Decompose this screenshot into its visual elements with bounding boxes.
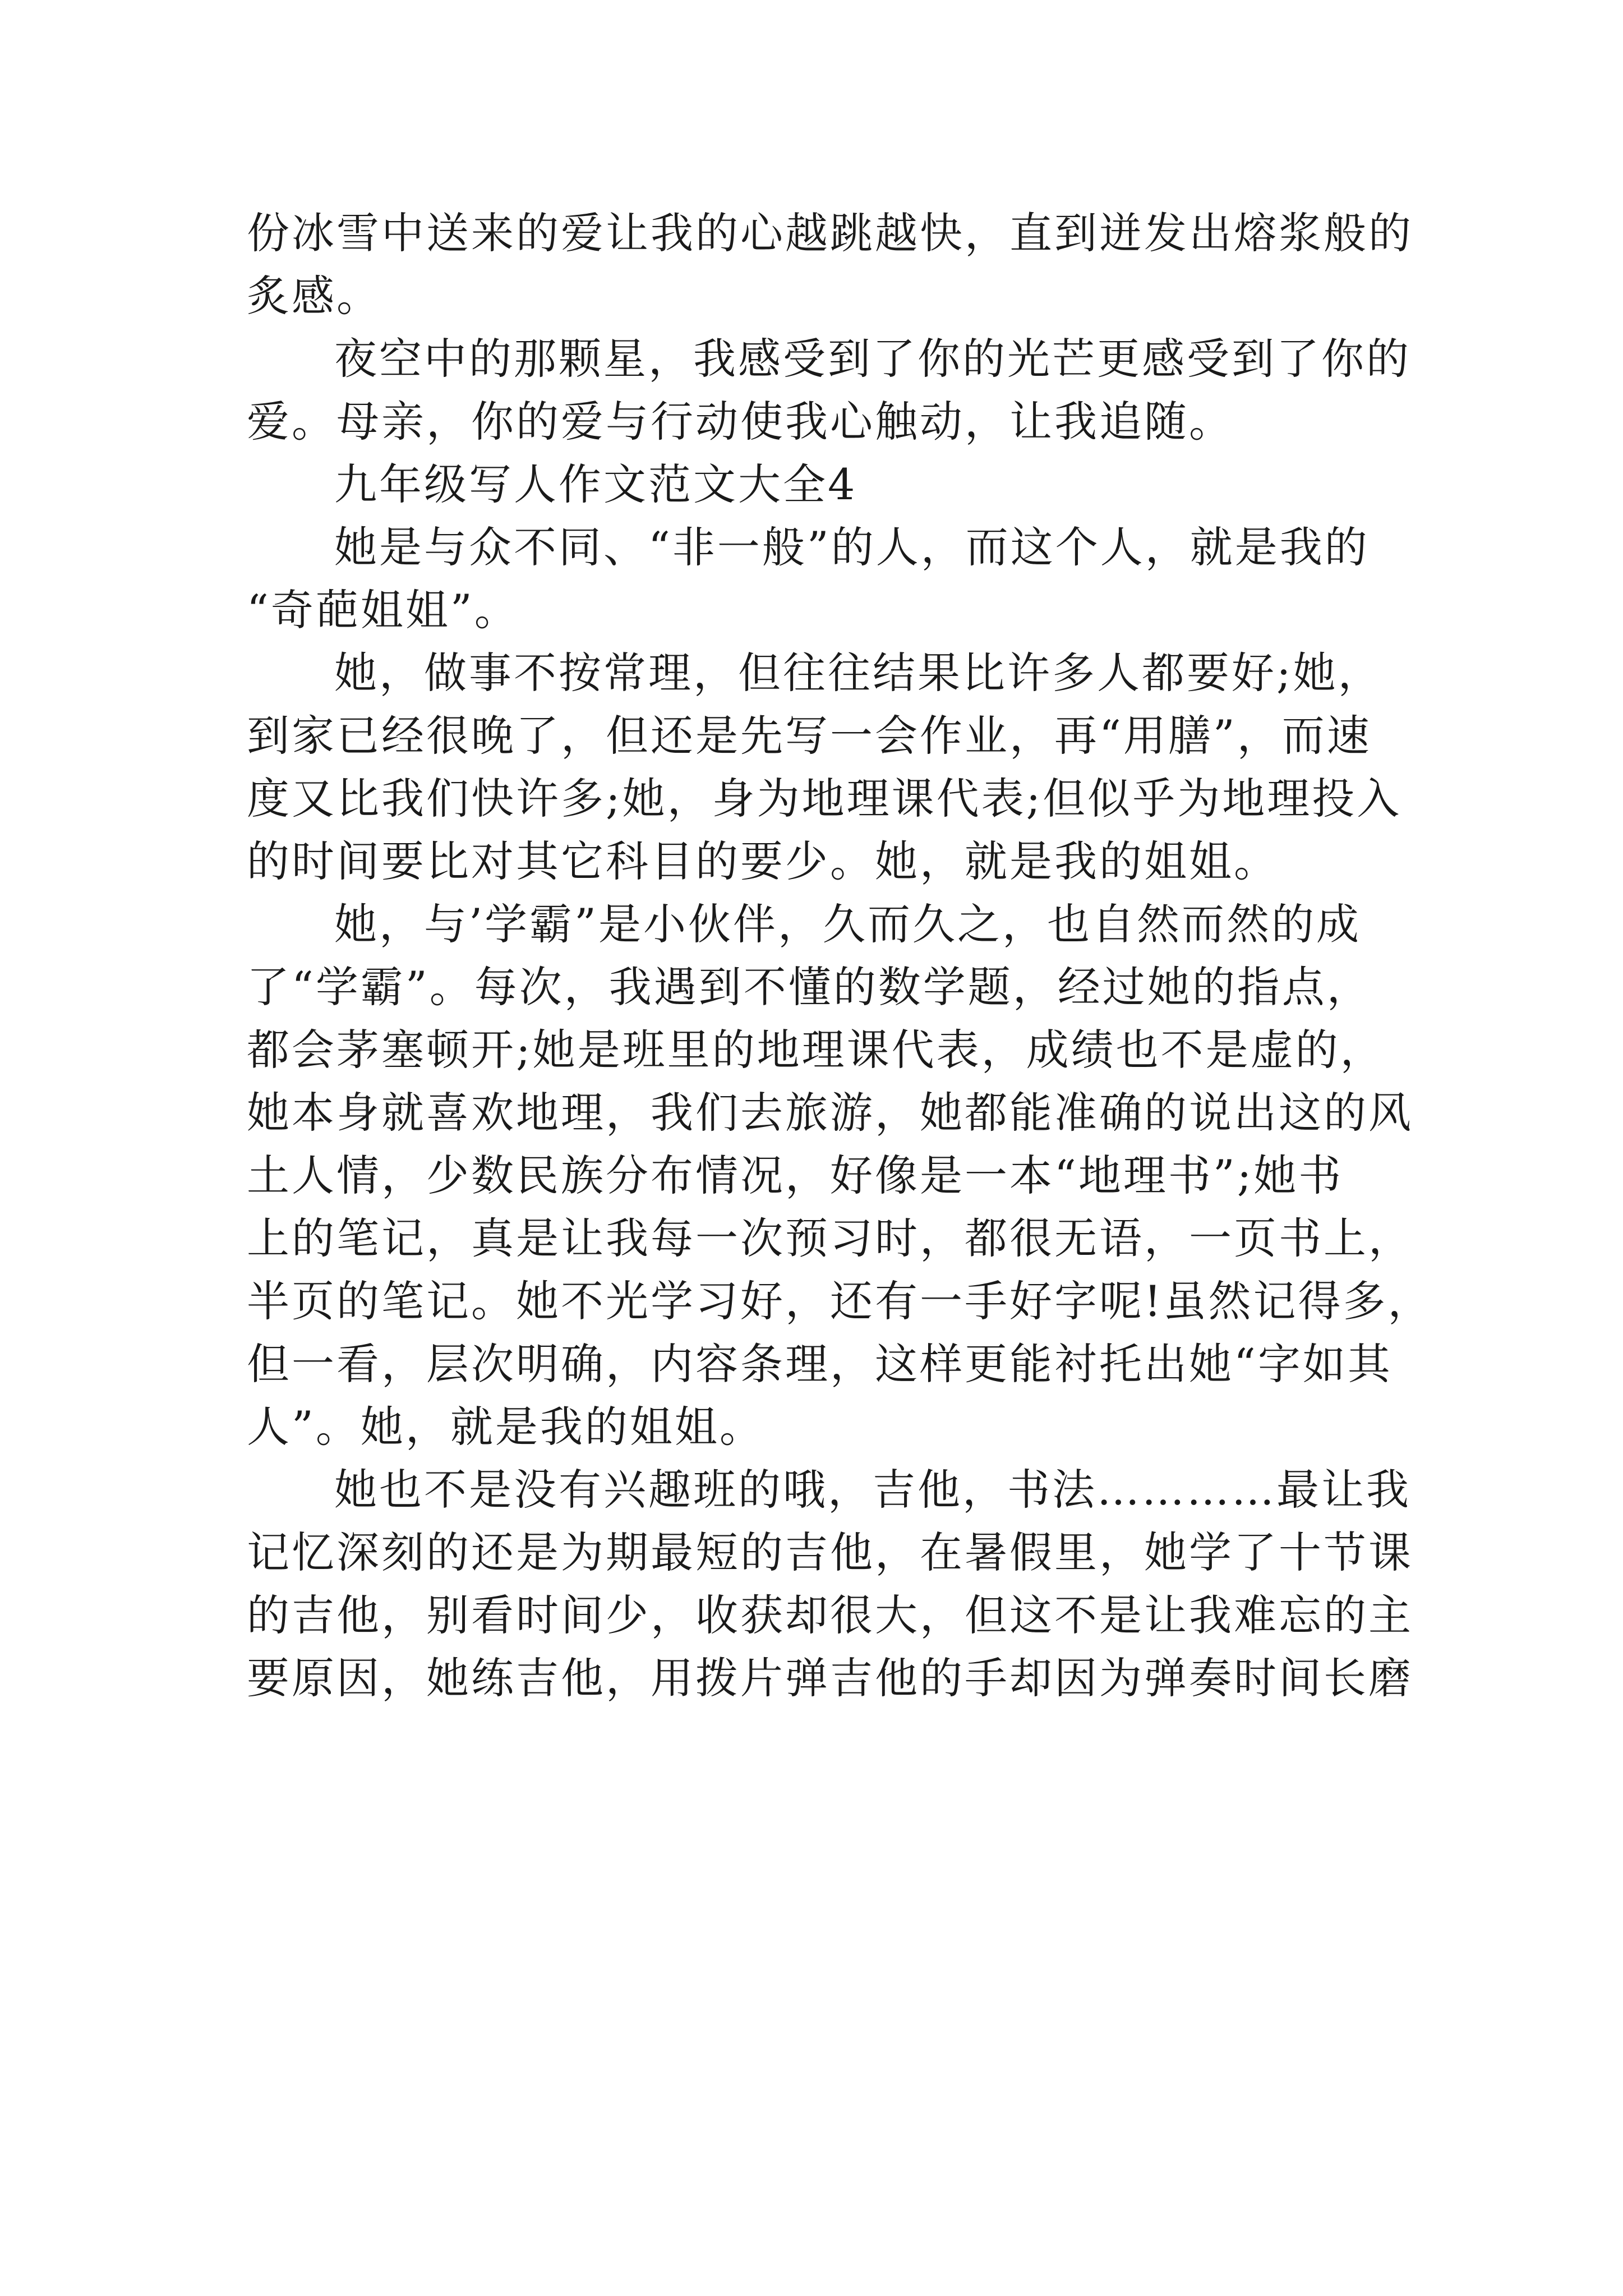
text-line: 要原因，她练吉他，用拨片弹吉他的手却因为弹奏时间长磨 — [247, 1653, 1413, 1703]
text-line: 半页的笔记。她不光学习好，还有一手好字呢!虽然记得多， — [247, 1276, 1433, 1326]
text-line: 的吉他，别看时间少，收获却很大，但这不是让我难忘的主 — [247, 1590, 1413, 1640]
text-line: 人”。她，就是我的姐姐。 — [247, 1402, 764, 1452]
text-line: 炙感。 — [247, 271, 381, 321]
text-line: 她，与’学霸”是小伙伴，久而久之，也自然而然的成 — [334, 899, 1362, 949]
text-line: 土人情，少数民族分布情况，好像是一本“地理书”;她书 — [247, 1151, 1344, 1200]
text-line: 夜空中的那颗星，我感受到了你的光芒更感受到了你的 — [334, 334, 1411, 384]
text-line: 她本身就喜欢地理，我们去旅游，她都能准确的说出这的风 — [247, 1088, 1413, 1138]
text-line: 的时间要比对其它科目的要少。她，就是我的姐姐。 — [247, 836, 1279, 886]
text-line: 她也不是没有兴趣班的哦，吉他，书法…………最让我 — [334, 1465, 1411, 1515]
text-line: 上的笔记，真是让我每一次预习时，都很无语，一页书上， — [247, 1213, 1413, 1263]
text-line: 九年级写人作文范文大全4 — [334, 459, 857, 509]
text-line: 爱。母亲，你的爱与行动使我心触动，让我追随。 — [247, 397, 1234, 447]
text-line: 份冰雪中送来的爱让我的心越跳越快，直到迸发出熔浆般的 — [247, 208, 1413, 258]
text-line: 都会茅塞顿开;她是班里的地理课代表，成绩也不是虚的， — [247, 1025, 1385, 1075]
text-line: 她，做事不按常理，但往往结果比许多人都要好;她， — [334, 648, 1383, 698]
text-line: 度又比我们快许多;她，身为地理课代表;但似乎为地理投入 — [247, 774, 1402, 823]
text-line: 记忆深刻的还是为期最短的吉他，在暑假里，她学了十节课 — [247, 1527, 1413, 1577]
text-line: “奇葩姐姐”。 — [247, 585, 519, 635]
text-line: 她是与众不同、“非一般”的人，而这个人，就是我的 — [334, 522, 1370, 572]
text-line: 了“学霸”。每次，我遇到不懂的数学题，经过她的指点， — [247, 962, 1372, 1012]
text-line: 到家已经很晚了，但还是先写一会作业，再“用膳”，而速 — [247, 711, 1372, 761]
document-body — [247, 202, 1433, 1710]
text-line: 但一看，层次明确，内容条理，这样更能衬托出她“字如其 — [247, 1339, 1393, 1389]
